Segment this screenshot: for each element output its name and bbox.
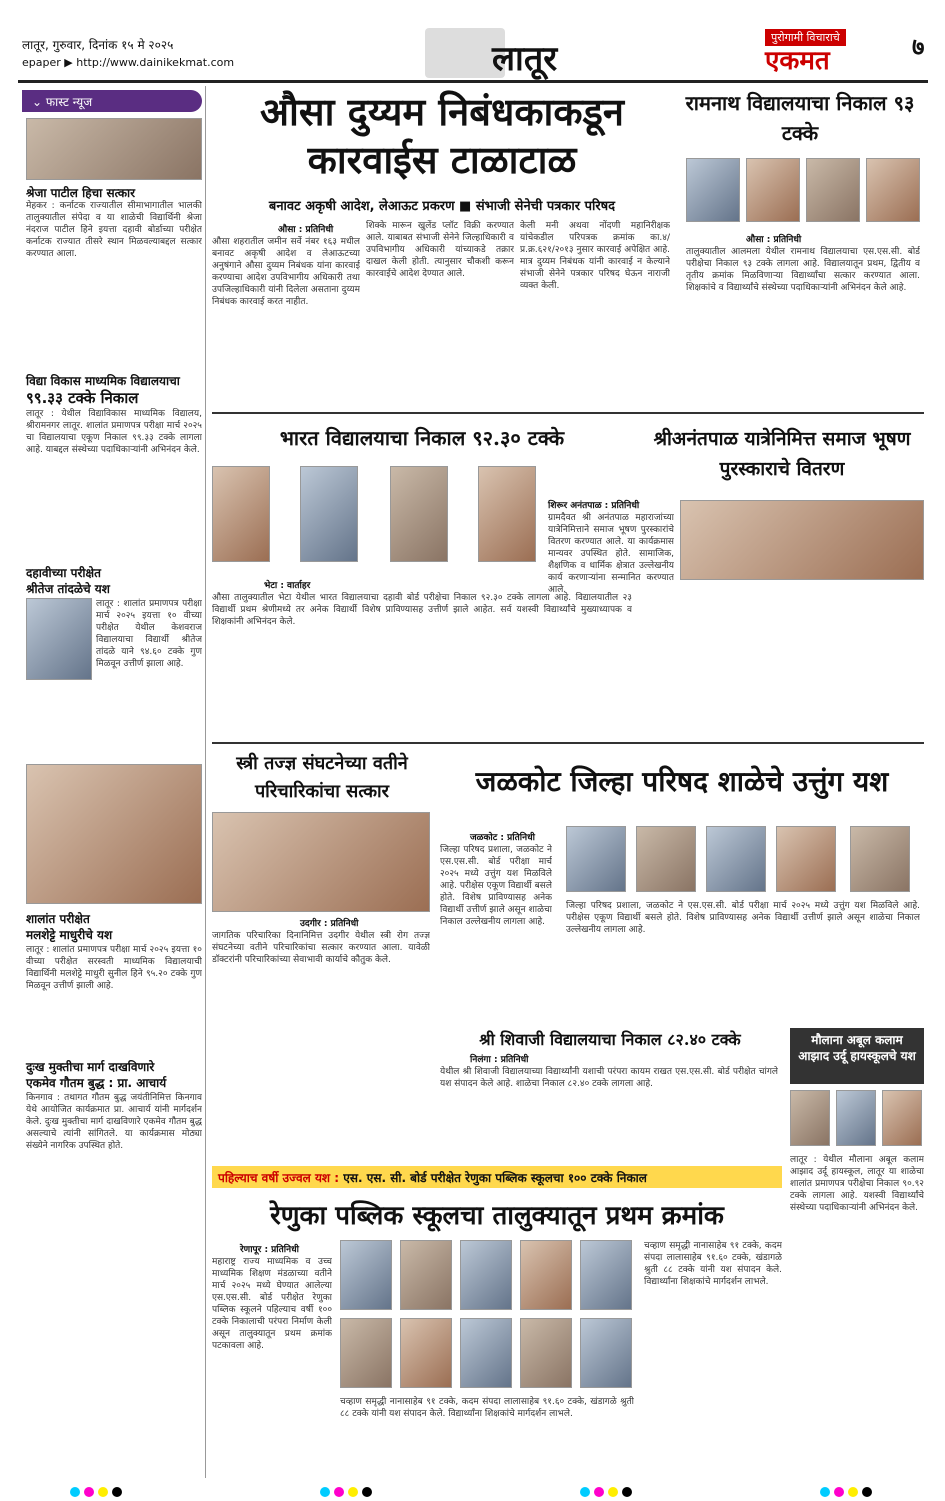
shivaji-headline: श्री शिवाजी विद्यालयाचा निकाल ८२.४० टक्के xyxy=(479,1030,741,1049)
yellow-dot xyxy=(608,1487,618,1497)
bharat-photo-1 xyxy=(212,466,270,562)
renuka-photo-7 xyxy=(400,1318,452,1388)
lead-body-1: औसा शहरातील जमीन सर्वे नंबर १६३ मधील बनावट अकृषी आदेश व लेआऊटच्या अनुषंगाने औसा दुय्यम निबंधक यांना कारवाई करण्याचा आदेश उपविभागीय अधिकारी तथा उपजिल्हाधिकारी यांनी दिलेला असताना दुय्यम निबंधक कारवाई करत नाहीत. xyxy=(212,237,360,307)
renuka-photo-9 xyxy=(520,1318,572,1388)
lead-headline: औसा दुय्यम निबंधकाकडून कारवाईस टाळाटाळ xyxy=(260,89,624,182)
maulana-photo-3 xyxy=(882,1090,922,1146)
jalkot-headline: जळकोट जिल्हा परिषद शाळेचे उत्तुंग यश xyxy=(475,765,889,798)
maulana-body: लातूर : येथील मौलाना अबूल कलाम आझाद उर्दू हायस्कूल, लातूर या शाळेचा शालांत प्रमाणपत्र परीक्षेचा निकाल ९०.९२ टक्के लागला आहे. यशस्वी विद्यार्थ्यांचे संस्थेच्या पदाधिकाऱ्यांनी अभिनंदन केले. xyxy=(790,1155,924,1213)
renuka-photo-8 xyxy=(460,1318,512,1388)
black-dot xyxy=(862,1487,872,1497)
nurses-headline: स्त्री तज्ज्ञ संघटनेच्या वतीने परिचारिकांचा सत्कार xyxy=(236,753,408,802)
ramnath-photo-3 xyxy=(806,158,860,222)
lead-deck: बनावट अकृषी आदेश, लेआऊट प्रकरण ■ संभाजी सेनेची पत्रकार परिषद xyxy=(268,199,616,214)
fast-news-label: फास्ट न्यूज xyxy=(45,95,93,109)
cyan-dot xyxy=(70,1487,80,1497)
anantpal-byline: शिरूर अनंतपाळ : प्रतिनिधी xyxy=(548,501,640,511)
maulana-photo-1 xyxy=(790,1090,830,1146)
renuka-kicker-bar xyxy=(212,1166,782,1188)
renuka-photo-10 xyxy=(580,1318,632,1388)
s5-title: दुःख मुक्तीचा मार्ग दाखविणारे xyxy=(26,1060,155,1074)
epaper-link[interactable]: epaper ▶ http://www.dainikekmat.com xyxy=(22,56,235,69)
s3-body: लातूर : शालांत प्रमाणपत्र परीक्षा मार्च २०२५ इयत्ता १० वीच्या परीक्षेत येथील केशवराज विद्यालयाचा विद्यार्थी श्रीतेज तांदळे याने ९४.६० टक्के गुण मिळवून उत्तीर्ण झाला आहे. xyxy=(96,599,202,669)
renuka-photo-5 xyxy=(580,1240,632,1310)
s2-body: लातूर : येथील विद्याविकास माध्यमिक विद्यालय, श्रीरामनगर लातूर. शालांत प्रमाणपत्र परीक्षा मार्च २०२५ चा विद्यालयाचा एकूण निकाल ९९.३३ टक्के लागला आहे. याबद्दल संस्थेच्या पदाधिकाऱ्यांनी अभिनंदन केले. xyxy=(26,409,202,455)
lead-body-3: केली मनी अथवा नोंदणी महानिरीक्षक यांचेकडील परिपत्रक क्रमांक का.४/प्र.क्र.६२१/२०१३ नुसार कारवाई अपेक्षित आहे. मात्र दुय्यम निबंधक यांनी कारवाई न केल्याने संभाजी सेनेने पत्रकार परिषद घेऊन नाराजी व्यक्त केली. xyxy=(520,221,670,291)
section-title: लातूर xyxy=(492,39,558,79)
shivaji-byline: निलंगा : प्रतिनिधी xyxy=(470,1055,529,1065)
black-dot xyxy=(112,1487,122,1497)
s5-body: किनगाव : तथागत गौतम बुद्ध जयंतीनिमित्त किनगाव येथे आयोजित कार्यक्रमात प्रा. आचार्य यांनी मार्गदर्शन केले. दुःख मुक्तीचा मार्ग दाखविणारे एकमेव गौतम बुद्ध असल्याचे त्यांनी सांगितले. या कार्यक्रमास मोठ्या संख्येने नागरिक उपस्थित होते. xyxy=(26,1093,202,1151)
s2-title: विद्या विकास माध्यमिक विद्यालयाचा xyxy=(26,374,180,388)
magenta-dot xyxy=(834,1487,844,1497)
s3-photo xyxy=(26,598,92,680)
nurses-body: जागतिक परिचारिका दिनानिमित्त उदगीर येथील स्त्री रोग तज्ज्ञ संघटनेच्या वतीने परिचारिकांचा सत्कार करण्यात आला. यावेळी डॉक्टरांनी परिचारिकांच्या सेवाभावी कार्याचे कौतुक केले. xyxy=(212,931,430,965)
header-date: लातूर, गुरुवार, दिनांक १५ मे २०२५ xyxy=(22,38,174,52)
cyan-dot xyxy=(820,1487,830,1497)
renuka-photo-3 xyxy=(460,1240,512,1310)
maulana-headline: मौलाना अबूल कलाम आझाद उर्दू हायस्कूलचे यश xyxy=(790,1028,924,1084)
s4-title: शालांत परीक्षेत xyxy=(26,912,90,926)
magenta-dot xyxy=(594,1487,604,1497)
jalkot-byline: जळकोट : प्रतिनिधी xyxy=(470,833,535,843)
page-number: ७ xyxy=(912,33,925,61)
jalkot-results: जिल्हा परिषद प्रशाला, जळकोट ने एस.एस.सी. बोर्ड परीक्षा मार्च २०२५ मध्ये उत्तुंग यश मिळविले आहे. परीक्षेस एकूण विद्यार्थी बसले होते. विशेष प्राविण्यासह अनेक विद्यार्थी उत्तीर्ण झाले असून शाळेचा निकाल उल्लेखनीय लागला आहे. xyxy=(566,901,920,935)
jalkot-body: जिल्हा परिषद प्रशाला, जळकोट ने एस.एस.सी. बोर्ड परीक्षा मार्च २०२५ मध्ये उत्तुंग यश मिळविले आहे. परीक्षेस एकूण विद्यार्थी बसले होते. विशेष प्राविण्यासह अनेक विद्यार्थी उत्तीर्ण झाले असून शाळेचा निकाल उल्लेखनीय लागला आहे. xyxy=(440,845,552,927)
brand-logo xyxy=(765,26,905,80)
renuka-kicker-rest: एस. एस. सी. बोर्ड परीक्षेत रेणुका पब्लिक स्कूलचा १०० टक्के निकाल xyxy=(343,1171,647,1185)
cyan-dot xyxy=(320,1487,330,1497)
anantpal-photo xyxy=(680,500,924,580)
ramnath-photo-4 xyxy=(866,158,920,222)
jalkot-photo-5 xyxy=(850,826,910,892)
renuka-byline: रेणापूर : प्रतिनिधी xyxy=(240,1245,299,1255)
nurses-byline: उदगीर : प्रतिनिधी xyxy=(300,919,359,929)
yellow-dot xyxy=(848,1487,858,1497)
magenta-dot xyxy=(334,1487,344,1497)
s3-sub: श्रीतेज तांदळेचे यश xyxy=(26,582,110,596)
header-rule xyxy=(18,80,928,83)
s4-body: लातूर : शालांत प्रमाणपत्र परीक्षा मार्च २०२५ इयत्ता १० वीच्या परीक्षेत सरस्वती माध्यमिक विद्यालयाची विद्यार्थिनी मलशेट्टे माधुरी सुनील हिने ९५.२० टक्के गुण मिळवून उत्तीर्ण झाली आहे. xyxy=(26,945,202,991)
renuka-body-2: चव्हाण समृद्धी नानासाहेब ९१ टक्के, कदम संपदा लालासाहेब ९१.६० टक्के, खंडागळे श्रुती ८८ टक्के यांनी यश संपादन केले. विद्यार्थ्यांना शिक्षकांचे मार्गदर्शन लाभले. xyxy=(644,1241,782,1287)
black-dot xyxy=(362,1487,372,1497)
site-url: http://www.dainikekmat.com xyxy=(76,56,235,69)
s5-sub: एकमेव गौतम बुद्ध : प्रा. आचार्य xyxy=(26,1076,167,1090)
brand-tagline: पुरोगामी विचाराचे xyxy=(765,29,846,46)
s1-title: श्रेजा पाटील हिचा सत्कार xyxy=(26,186,136,200)
s3-title: दहावीच्या परीक्षेत xyxy=(26,566,101,580)
renuka-results: चव्हाण समृद्धी नानासाहेब ९१ टक्के, कदम संपदा लालासाहेब ९१.६० टक्के, खंडागळे श्रुती ८८ टक्के यांनी यश संपादन केले. विद्यार्थ्यांना शिक्षकांचे मार्गदर्शन लाभले. xyxy=(340,1397,634,1419)
jalkot-photo-3 xyxy=(706,826,766,892)
magenta-dot xyxy=(84,1487,94,1497)
renuka-kicker: पहिल्याच वर्षी उज्वल यश : xyxy=(218,1171,340,1185)
maulana-photo-2 xyxy=(836,1090,876,1146)
renuka-headline: रेणुका पब्लिक स्कूलचा तालुक्यातून प्रथम क्रमांक xyxy=(270,1201,724,1231)
lead-body-2: शिक्के मारून खुलेंड प्लॉट विक्री करण्यात आले. याबाबत संभाजी सेनेने जिल्हाधिकारी व उपविभागीय अधिकारी यांच्याकडे तक्रार दाखल केली होती. त्यानुसार चौकशी करून कारवाईचे आदेश देण्यात आले. xyxy=(366,221,514,279)
s1-body: मेहकर : कर्नाटक राज्यातील सीमाभागातील भालकी तालुक्यातील संपेदा व या शाळेची विद्यार्थिनी श्रेजा नंदराज पाटील हिने इयत्ता दहावी बोर्डाच्या परीक्षेत कर्नाटक राज्यात तीसरे स्थान मिळवल्याबद्दल सत्कार करण्यात आला. xyxy=(26,201,202,259)
lead-byline: औसा : प्रतिनिधी xyxy=(278,225,334,235)
shivaji-body: येथील श्री शिवाजी विद्यालयाच्या विद्यार्थ्यांनी यशाची परंपरा कायम राखत एस.एस.सी. बोर्ड परीक्षेत चांगले यश संपादन केले आहे. शाळेचा निकाल ८२.४० टक्के लागला आहे. xyxy=(440,1067,778,1089)
divider xyxy=(212,742,924,744)
ramnath-photo-2 xyxy=(746,158,800,222)
ramnath-body: तालुक्यातील आलमला येथील रामनाथ विद्यालयाचा एस.एस.सी. बोर्ड परीक्षेचा निकाल ९३ टक्के लागला आहे. विद्यालयातून प्रथम, द्वितीय व तृतीय क्रमांक मिळविणाऱ्या विद्यार्थ्यांचा सत्कार करण्यात आला. शिक्षकांचे व विद्यार्थ्यांचे संस्थेच्या पदाधिकाऱ्यांनी अभिनंदन केले आहे. xyxy=(686,247,920,293)
ramnath-byline: औसा : प्रतिनिधी xyxy=(746,235,802,245)
bharat-photo-3 xyxy=(390,466,448,562)
ramnath-headline: रामनाथ विद्यालयाचा निकाल ९३ टक्के xyxy=(685,91,915,145)
s4-sub: मलशेट्टे माधुरीचे यश xyxy=(26,928,113,942)
jalkot-photo-2 xyxy=(636,826,696,892)
renuka-photo-2 xyxy=(400,1240,452,1310)
renuka-photo-6 xyxy=(340,1318,392,1388)
s4-photo xyxy=(26,764,202,904)
jalkot-photo-4 xyxy=(776,826,836,892)
sidebar-photo-1 xyxy=(26,118,202,180)
s2-sub: ९९.३३ टक्के निकाल xyxy=(26,389,139,407)
bharat-body: औसा तालुक्यातील भेटा येथील भारत विद्यालयाचा दहावी बोर्ड परीक्षेचा निकाल ९२.३० टक्के लागला आहे. विद्यालयातील २३ विद्यार्थी प्रथम श्रेणीमध्ये तर अनेक विद्यार्थी विशेष प्राविण्यासह उत्तीर्ण झाले आहेत. सर्व यशस्वी विद्यार्थ्यांचे मुख्याध्यापक व शिक्षकांनी अभिनंदन केले. xyxy=(212,593,632,627)
bharat-byline: भेटा : वार्ताहर xyxy=(264,581,311,591)
yellow-dot xyxy=(348,1487,358,1497)
bharat-photo-4 xyxy=(478,466,536,562)
bharat-headline: भारत विद्यालयाचा निकाल ९२.३० टक्के xyxy=(279,426,565,450)
bharat-photo-2 xyxy=(300,466,358,562)
jalkot-photo-1 xyxy=(566,826,626,892)
renuka-body: महाराष्ट्र राज्य माध्यमिक व उच्च माध्यमिक शिक्षण मंडळाच्या वतीने मार्च २०२५ मध्ये घेण्यात आलेल्या एस.एस.सी. बोर्ड परीक्षेत रेणुका पब्लिक स्कूलने पहिल्याच वर्षी १०० टक्के निकालाची परंपरा निर्माण केली असून तालुक्यातून प्रथम क्रमांक पटकावला आहे. xyxy=(212,1257,332,1351)
brand-name: एकमत xyxy=(765,46,830,76)
yellow-dot xyxy=(98,1487,108,1497)
epaper-label: epaper xyxy=(22,56,61,69)
divider xyxy=(212,412,924,414)
anantpal-body: ग्रामदैवत श्री अनंतपाळ महाराजांच्या यात्रेनिमित्ताने समाज भूषण पुरस्कारांचे वितरण करण्यात आले. या कार्यक्रमास मान्यवर उपस्थित होते. सामाजिक, शैक्षणिक व धार्मिक क्षेत्रात उल्लेखनीय कार्य करणाऱ्यांना सन्मानित करण्यात आले. xyxy=(548,513,674,595)
renuka-photo-1 xyxy=(340,1240,392,1310)
nurses-photo xyxy=(212,812,430,912)
fast-news-tab: ⌄ फास्ट न्यूज xyxy=(22,90,202,112)
renuka-photo-4 xyxy=(520,1240,572,1310)
color-registration-strip xyxy=(60,1487,890,1499)
cyan-dot xyxy=(580,1487,590,1497)
anantpal-headline: श्रीअनंतपाळ यात्रेनिमित्त समाज भूषण पुरस्काराचे वितरण xyxy=(653,428,911,480)
black-dot xyxy=(622,1487,632,1497)
ramnath-photo-1 xyxy=(686,158,740,222)
